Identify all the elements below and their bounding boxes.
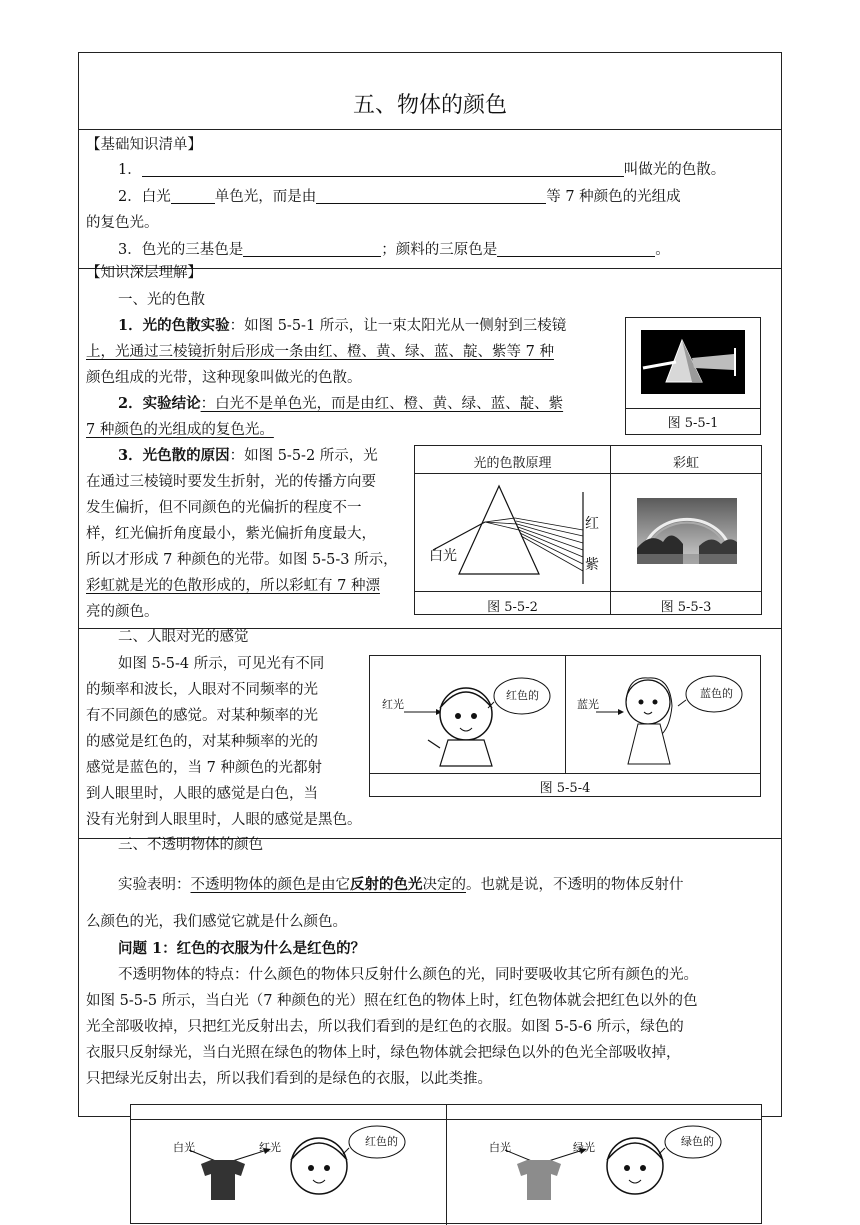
conclusion-line: 2．实验结论：白光不是单色光，而是由红、橙、黄、绿、蓝、靛、紫 [118,395,564,412]
rainbow-photo [637,498,737,564]
label-white-light: 白光 [429,548,457,564]
figure-table-5-5-5-6 [130,1104,762,1224]
deep-header: 【知识深层理解】 [86,265,202,281]
opaque-line: 实验表明：不透明物体的颜色是由它反射的色光决定的。也就是说，不透明的物体反射什 [118,876,684,893]
label-green-light: 绿光 [573,1141,595,1154]
eye-line: 如图 5-5-4 所示，可见光有不同 [118,656,325,672]
prism-diagram [415,474,610,590]
cause-line: 彩虹就是光的色散形成的，所以彩虹有 7 种漂 [86,578,380,594]
prism-photo [626,318,760,408]
basics-header: 【基础知识清单】 [86,137,202,153]
cause-line: 在通过三棱镜时要发生折射，光的传播方向要 [86,474,376,490]
label-purple: 紫 [585,557,599,573]
cause-line: 3．光色散的原因：如图 5-5-2 所示，光 [118,447,378,464]
answer-line: 衣服只反射绿光，当白光照在绿色的物体上时，绿色物体就会把绿色以外的色光全部吸收掉， [86,1045,681,1061]
speech-bubble-red: 红色的 [365,1135,398,1148]
eye-line: 到人眼里时，人眼的感觉是白色，当 [86,786,318,802]
speech-bubble-green: 绿色的 [681,1135,714,1148]
label-red-light: 红光 [382,698,404,711]
answer-blank [171,188,215,204]
answer-blank [497,241,655,257]
figure-caption: 图 5-5-1 [667,416,719,431]
answer-blank [142,161,624,177]
eye-line: 有不同颜色的感觉。对某种频率的光 [86,708,318,724]
question-2-cont: 的复色光。 [86,215,159,231]
eye-line: 没有光射到人眼里时，人眼的感觉是黑色。 [86,812,362,828]
label-blue-light: 蓝光 [577,698,599,711]
label-red: 红 [585,516,599,532]
section-3-title: 三、不透明物体的颜色 [118,837,263,853]
answer-line: 不透明物体的特点：什么颜色的物体只反射什么颜色的光，同时要吸收其它所有颜色的光。 [118,967,698,983]
eye-line: 的频率和波长，人眼对不同频率的光 [86,682,318,698]
label-white-light: 白光 [173,1141,195,1154]
figure-caption: 图 5-5-4 [539,781,591,796]
opaque-line: 么颜色的光，我们感觉它就是什么颜色。 [86,914,347,930]
question-1: 1． 叫做光的色散。 [118,162,726,178]
question-3: 3．色光的三基色是 ；颜料的三原色是 。 [118,242,670,258]
answer-line: 只把绿光反射出去，所以我们看到的是绿色的衣服，以此类推。 [86,1071,492,1087]
question-2: 2．白光 单色光，而是由 等 7 种颜色的光组成 [118,189,681,205]
eye-line: 感觉是蓝色的，当 7 种颜色的光都射 [86,760,322,776]
answer-line: 如图 5-5-5 所示，当白光（7 种颜色的光）照在红色的物体上时，红色物体就会把红色以外的色 [86,993,698,1009]
conclusion-line: 7 种颜色的光组成的复色光。 [86,422,274,438]
figure-table-5-5-2-3 [414,445,762,615]
section-2-title: 二、人眼对光的感觉 [118,629,249,645]
figure-5-5-4 [369,655,761,797]
dispersion-exp-line: 上，光通过三棱镜折射后形成一条由红、橙、黄、绿、蓝、靛、紫等 7 种 [86,344,554,360]
label-red-light: 红光 [259,1141,281,1154]
speech-bubble-blue: 蓝色的 [700,687,733,700]
speech-bubble-red: 红色的 [506,689,539,702]
table-header: 彩虹 [672,456,699,471]
question-title: 问题 1：红色的衣服为什么是红色的？ [118,940,366,957]
cause-line: 亮的颜色。 [86,604,159,620]
figure-5-5-1 [625,317,761,435]
answer-line: 光全部吸收掉，只把红光反射出去，所以我们看到的是红色的衣服。如图 5-5-6 所示，绿色的 [86,1019,684,1035]
dispersion-exp-line: 颜色组成的光带，这种现象叫做光的色散。 [86,370,362,386]
table-header: 光的色散原理 [473,456,552,471]
eye-line: 的感觉是红色的，对某种频率的光的 [86,734,318,750]
label-white-light: 白光 [489,1141,511,1154]
cause-line: 所以才形成 7 种颜色的光带。如图 5-5-3 所示， [86,552,398,568]
answer-blank [316,188,546,204]
section-1-title: 一、光的色散 [118,292,205,308]
cause-line: 样，红光偏折角度最小，紫光偏折角度最大， [86,526,376,542]
figure-caption: 图 5-5-2 [487,600,538,615]
figure-caption: 图 5-5-3 [660,600,712,615]
dispersion-exp-line: 1．光的色散实验：如图 5-5-1 所示，让一束太阳光从一侧射到三棱镜 [118,317,567,334]
answer-blank [243,241,381,257]
divider [78,129,782,130]
cause-line: 发生偏折，但不同颜色的光偏折的程度不一 [86,500,362,516]
page-title: 五、物体的颜色 [352,93,507,118]
